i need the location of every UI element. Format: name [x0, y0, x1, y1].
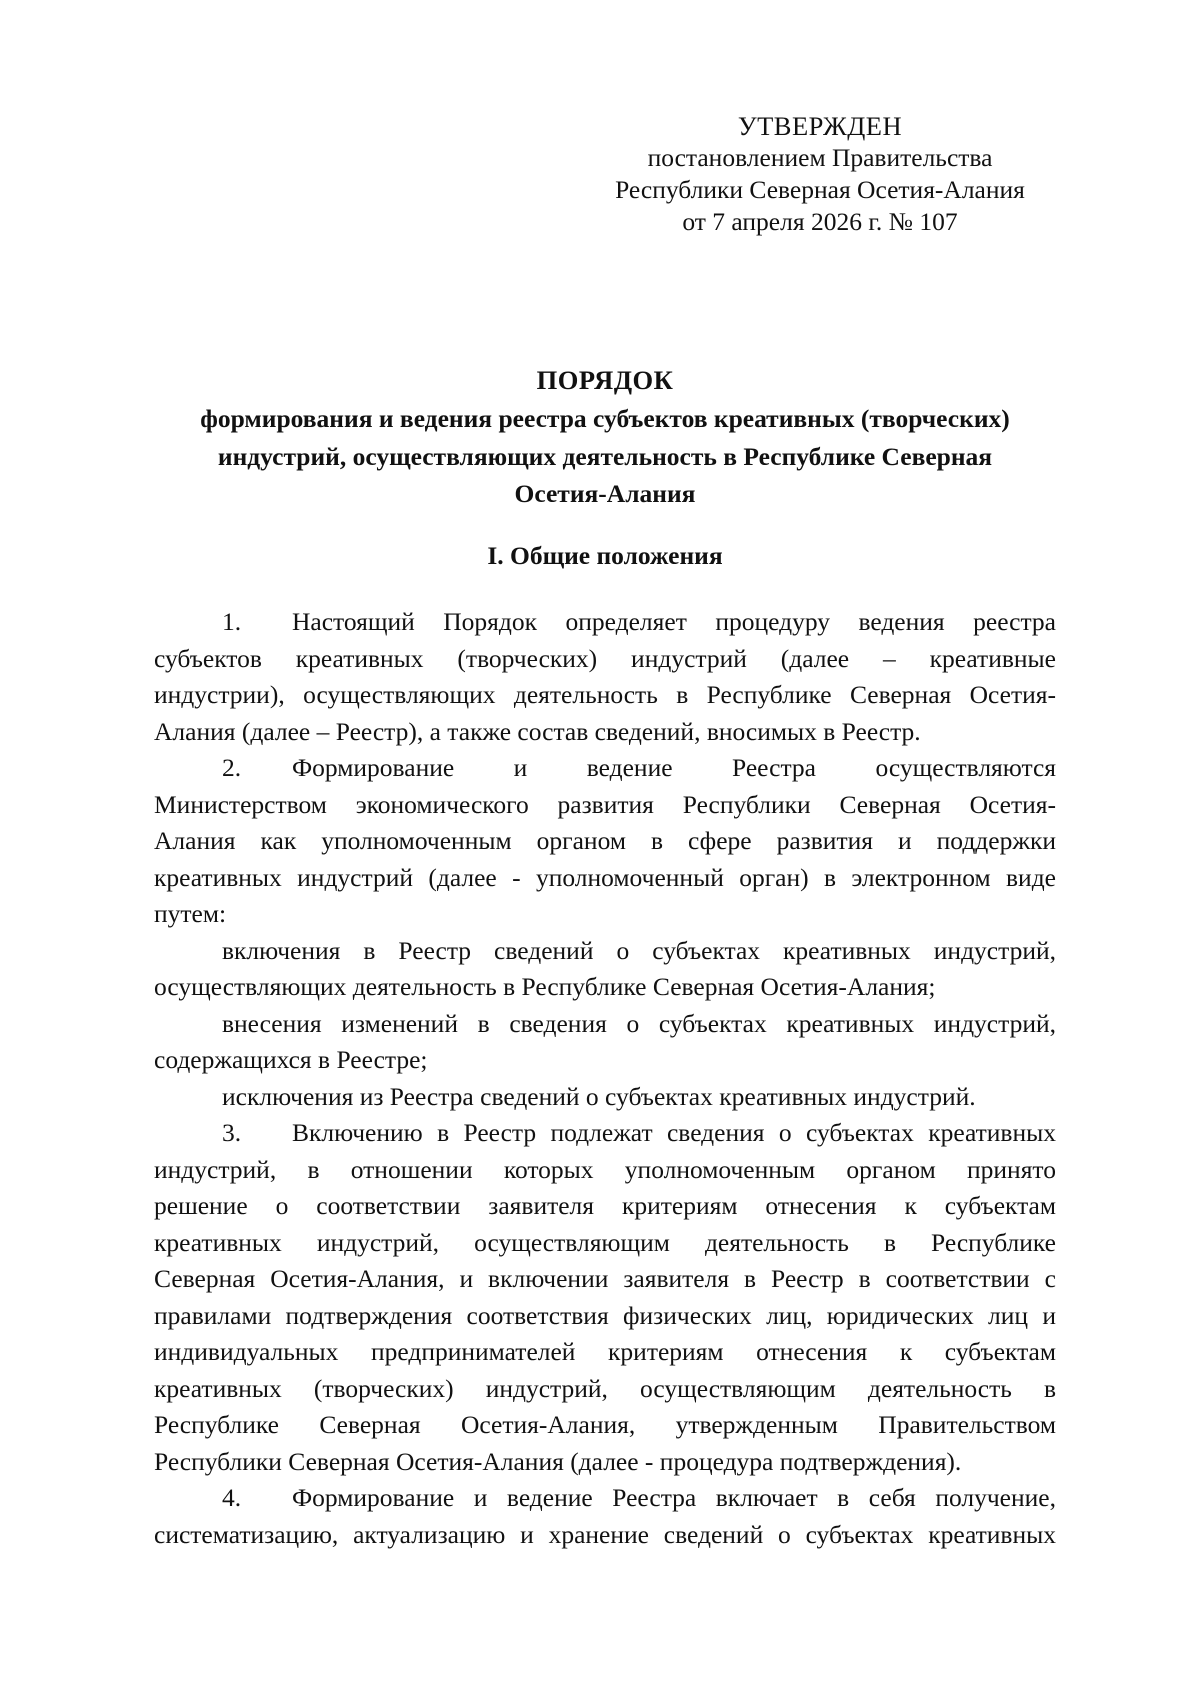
paragraph-line: 2. Формирование и ведение Реестра осуществляются [154, 750, 1056, 787]
paragraph-2 [154, 750, 1056, 933]
document-title-block [150, 360, 1060, 513]
paragraph-number: 4. [222, 1483, 242, 1512]
paragraph-line: осуществляющих деятельность в Республике Северная Осетия-Алания; [154, 972, 936, 1001]
paragraph-line: Министерством экономического развития Республики Северная Осетия- [154, 789, 1056, 819]
approval-heading: УТВЕРЖДЕН [737, 111, 903, 141]
document-subtitle-line-2: индустрий, осуществляющих деятельность в Республике Северная [217, 441, 993, 471]
paragraph-line: Республике Северная Осетия-Алания, утвержденным Правительством [154, 1410, 1056, 1439]
approval-line-2: Республики Северная Осетия-Алания [615, 175, 1025, 204]
paragraph-line: креативных индустрий (далее - уполномоченный орган) в электронном виде [154, 862, 1056, 892]
paragraph-1 [154, 604, 1056, 750]
paragraph-line: содержащихся в Реестре; [154, 1045, 428, 1074]
list-item [154, 1006, 1056, 1079]
paragraph-line: путем: [154, 899, 227, 928]
list-item [154, 1079, 1056, 1116]
paragraph-line: правилами подтверждения соответствия физических лиц, юридических лиц и [154, 1300, 1056, 1330]
paragraph-line: исключения из Реестра сведений о субъектах креативных индустрий. [222, 1081, 976, 1111]
paragraph-line: систематизацию, актуализацию и хранение сведений о субъектах креативных [154, 1519, 1056, 1549]
paragraph-line: креативных индустрий, осуществляющим деятельность в Республике [154, 1227, 1056, 1257]
paragraph-line: Республики Северная Осетия-Алания (далее - процедура подтверждения). [154, 1446, 962, 1476]
paragraph-line: субъектов креативных (творческих) индустрий (далее – креативные [154, 643, 1056, 673]
paragraph-line: индустрии), осуществляющих деятельность в Республике Северная Осетия- [154, 680, 1056, 709]
document-title: ПОРЯДОК [536, 365, 674, 395]
approval-line-1: постановлением Правительства [647, 143, 993, 172]
paragraph-4 [154, 1480, 1056, 1553]
paragraph-line: Алания (далее – Реестр), а также состав сведений, вносимых в Реестр. [154, 716, 921, 746]
paragraph-line: индивидуальных предпринимателей критериям отнесения к субъектам [154, 1337, 1056, 1366]
paragraph-number: 2. [222, 753, 242, 782]
paragraph-line: Северная Осетия-Алания, и включении заявителя в Реестр в соответствии с [154, 1264, 1056, 1293]
paragraph-line: 3. Включению в Реестр подлежат сведения о субъектах креативных [154, 1115, 1056, 1152]
paragraph-line: 4. Формирование и ведение Реестра включает в себя получение, [154, 1480, 1056, 1517]
list-item [154, 933, 1056, 1006]
paragraph-line: креативных (творческих) индустрий, осуществляющим деятельность в [154, 1373, 1056, 1403]
paragraph-number: 3. [222, 1118, 242, 1147]
paragraph-3 [154, 1115, 1056, 1480]
paragraph-line: решение о соответствии заявителя критериям отнесения к субъектам [154, 1191, 1056, 1220]
paragraph-line: включения в Реестр сведений о субъектах креативных индустрий, [222, 935, 1056, 965]
document-body [154, 604, 1056, 1553]
paragraph-line: индустрий, в отношении которых уполномоченным органом принято [154, 1154, 1056, 1184]
paragraph-line: 1. Настоящий Порядок определяет процедуру ведения реестра [154, 604, 1056, 641]
document-subtitle-line-3: Осетия-Алания [514, 479, 696, 508]
approval-stamp-block [590, 110, 1050, 238]
approval-line-3: от 7 апреля 2026 г. № 107 [682, 207, 958, 236]
paragraph-line: Алания как уполномоченным органом в сфере развития и поддержки [154, 826, 1056, 855]
paragraph-number: 1. [222, 607, 242, 636]
paragraph-line: внесения изменений в сведения о субъектах креативных индустрий, [222, 1008, 1056, 1038]
document-subtitle-line-1: формирования и ведения реестра субъектов креативных (творческих) [200, 404, 1010, 433]
section-heading: I. Общие положения [487, 541, 723, 570]
